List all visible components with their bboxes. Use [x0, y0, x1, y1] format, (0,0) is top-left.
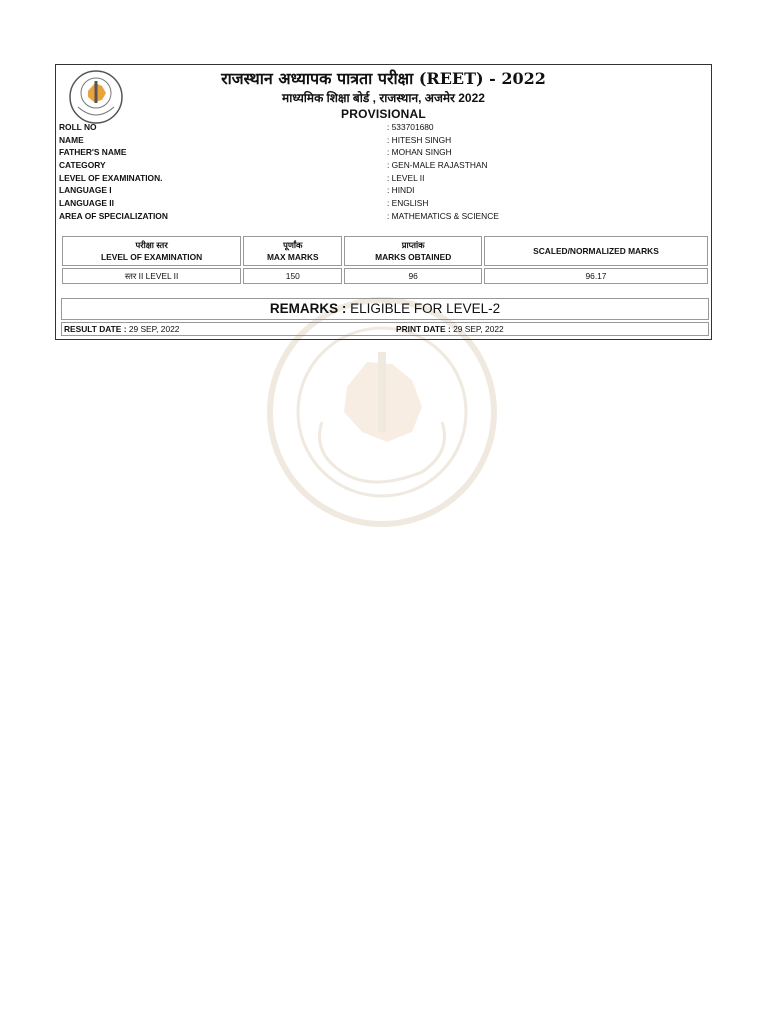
info-value: : GEN-MALE RAJASTHAN [387, 160, 488, 171]
marks-table [60, 236, 710, 284]
info-value: : 533701680 [387, 122, 434, 132]
print-date-value: 29 SEP, 2022 [453, 324, 504, 334]
candidate-info [59, 121, 709, 223]
exam-title: राजस्थान अध्यापक पात्रता परीक्षा (REET) - 2022 [221, 69, 546, 88]
info-label: LANGUAGE I [59, 185, 112, 196]
header-hindi: पूर्णांक [283, 240, 303, 250]
info-row-language-1 [59, 184, 709, 197]
provisional-label: PROVISIONAL [341, 107, 426, 121]
result-date-label: RESULT DATE : [64, 324, 127, 334]
info-label: LEVEL OF EXAMINATION. [59, 172, 163, 183]
header-level [62, 236, 241, 266]
header-marks-obtained [344, 236, 482, 266]
info-label: ROLL NO [59, 122, 97, 132]
header-hindi: परीक्षा स्तर [135, 240, 168, 250]
info-value: : HITESH SINGH [387, 134, 452, 145]
info-label: FATHER'S NAME [59, 147, 127, 158]
dates-row [61, 322, 709, 336]
info-label: CATEGORY [59, 160, 106, 171]
header-english: MAX MARKS [266, 252, 319, 262]
table-header-row [62, 236, 708, 266]
info-row-fathers-name [59, 146, 709, 159]
header-english: LEVEL OF EXAMINATION [101, 252, 203, 262]
info-label: NAME [59, 134, 84, 145]
print-date-label: PRINT DATE : [396, 324, 451, 334]
header-english: MARKS OBTAINED [375, 252, 452, 262]
info-value: : ENGLISH [387, 198, 429, 209]
info-row-specialization [59, 210, 709, 223]
cell-marks-obtained: 96 [344, 268, 482, 284]
info-row-roll-no [59, 121, 709, 134]
info-value: : HINDI [387, 185, 415, 196]
header-scaled-marks [484, 236, 708, 266]
remarks-value: ELIGIBLE FOR LEVEL-2 [350, 301, 501, 316]
result-date [64, 323, 179, 335]
info-row-name [59, 134, 709, 147]
info-row-language-2 [59, 197, 709, 210]
header-english: SCALED/NORMALIZED MARKS [533, 246, 659, 256]
info-label: LANGUAGE II [59, 198, 114, 209]
cell-level: स्तर II LEVEL II [62, 268, 241, 284]
result-card [55, 64, 712, 340]
header-max-marks [243, 236, 342, 266]
info-row-category [59, 159, 709, 172]
cell-max-marks: 150 [243, 268, 342, 284]
info-value: : MATHEMATICS & SCIENCE [387, 210, 499, 221]
header-hindi: प्राप्तांक [401, 240, 425, 250]
remarks-box [61, 298, 709, 320]
cell-scaled-marks: 96.17 [484, 268, 708, 284]
table-row [62, 268, 708, 284]
board-subtitle: माध्यमिक शिक्षा बोर्ड , राजस्थान, अजमेर 2022 [282, 91, 485, 105]
print-date [396, 323, 504, 335]
info-value: : LEVEL II [387, 172, 425, 183]
result-date-value: 29 SEP, 2022 [128, 324, 180, 334]
remarks-label: REMARKS : [269, 301, 347, 316]
info-row-level [59, 172, 709, 185]
info-value: : MOHAN SINGH [387, 147, 452, 158]
info-label: AREA OF SPECIALIZATION [59, 210, 168, 221]
